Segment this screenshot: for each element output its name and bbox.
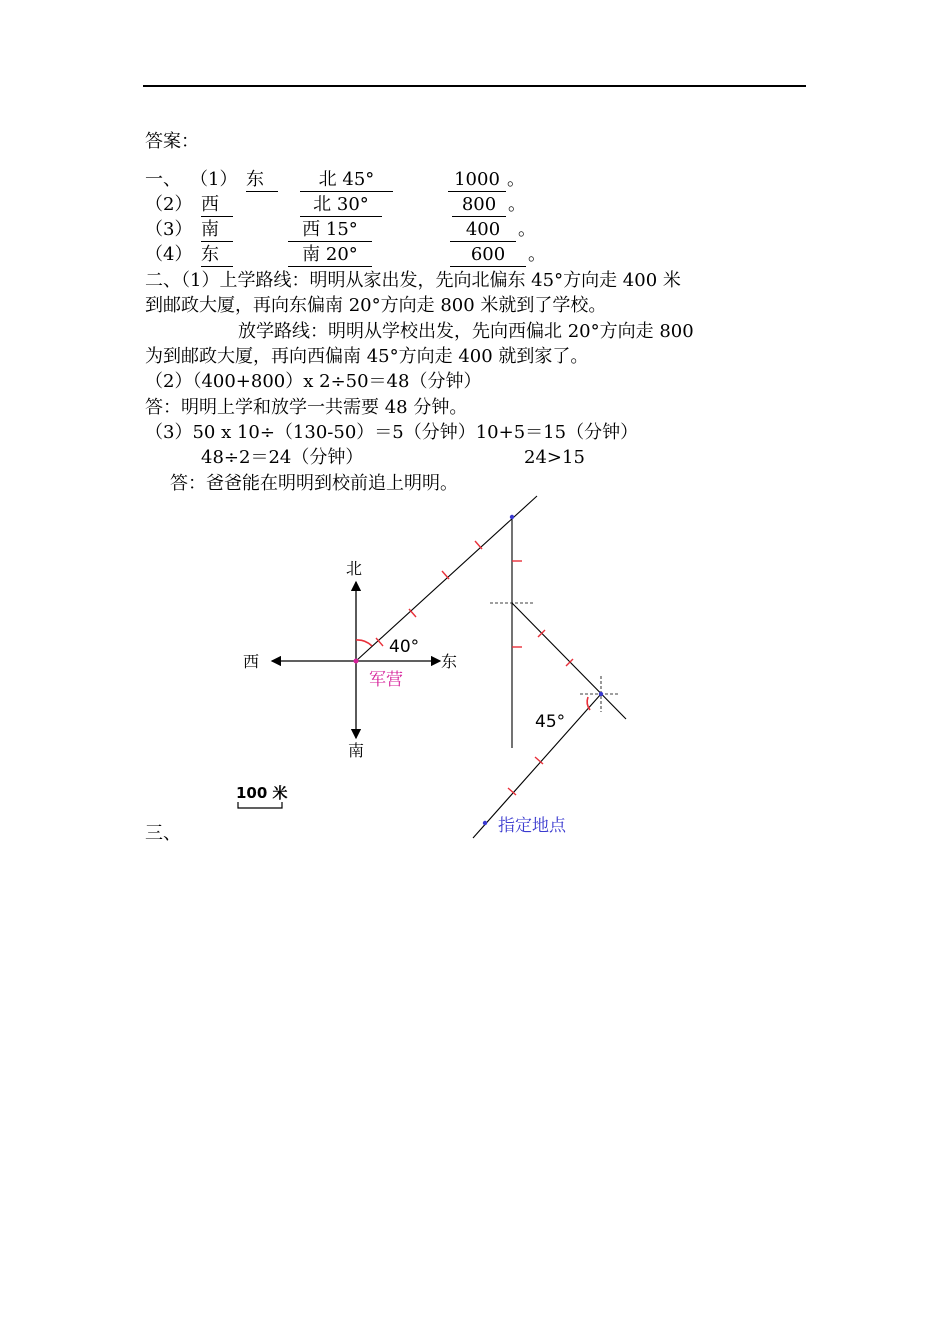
s2-line3: 放学路线：明明从学校出发，先向西偏北 20°方向走 800 (238, 321, 694, 342)
s2-line4: 为到邮政大厦，再向西偏南 45°方向走 400 就到家了。 (145, 346, 589, 367)
angle-arc-40 (356, 640, 372, 646)
s1-row3-end: 。 (518, 219, 536, 240)
origin-point (354, 659, 359, 664)
compass-west-label: 西 (243, 652, 260, 671)
scale-bar (238, 802, 282, 808)
answer-title: 答案： (145, 131, 199, 152)
ticks-line-1 (376, 541, 482, 646)
route-line-2 (512, 603, 626, 719)
s1-row2-end: 。 (508, 194, 526, 215)
s1-row3-dir: 南 (201, 219, 233, 242)
compass-north-label: 北 (346, 559, 363, 578)
s2-line9: 答：爸爸能在明明到校前追上明明。 (170, 473, 458, 494)
target-label: 指定地点 (498, 816, 566, 836)
s1-row4-end: 。 (528, 244, 546, 265)
s1-row4-dist: 600 (450, 244, 526, 267)
s1-row2-num: （2） (145, 194, 193, 215)
s1-row4-num: （4） (145, 244, 193, 265)
route-line-1 (356, 496, 537, 661)
target-point (483, 821, 487, 825)
s2-line5: （2）（400+800）x 2÷50＝48（分钟） (145, 371, 482, 392)
junction-point (599, 692, 603, 696)
s1-row1-num: （1） (190, 169, 238, 190)
s1-row3-num: （3） (145, 219, 193, 240)
s1-row1-dist: 1000 (448, 169, 506, 192)
top-point (510, 515, 514, 519)
s1-row4-dir: 东 (201, 244, 233, 267)
section3-label: 三、 (145, 823, 181, 844)
compass-east-label: 东 (441, 652, 458, 671)
angle-label-45: 45° (535, 712, 566, 732)
s1-row3-dist: 400 (450, 219, 516, 242)
s2-line8a: 48÷2＝24（分钟） (201, 447, 364, 468)
s1-row1-dir: 东 (246, 169, 278, 192)
s1-row3-angle: 西 15° (288, 219, 372, 242)
s2-line2: 到邮政大厦，再向东偏南 20°方向走 800 米就到了学校。 (145, 295, 607, 316)
scale-label: 100 米 (236, 784, 288, 802)
angle-arc-45 (587, 697, 590, 710)
s2-line6: 答：明明上学和放学一共需要 48 分钟。 (145, 397, 468, 418)
s2-line7: （3）50 x 10÷（130-50）＝5（分钟）10+5＝15（分钟） (145, 422, 639, 443)
compass-south-label: 南 (348, 741, 365, 760)
s2-line1: 二、（1）上学路线：明明从家出发，先向北偏东 45°方向走 400 米 (145, 270, 681, 291)
section1-label: 一、 (145, 169, 181, 190)
s1-row2-dist: 800 (452, 194, 506, 217)
ticks-line-3 (508, 757, 543, 795)
s1-row1-angle: 北 45° (300, 169, 393, 192)
s1-row2-dir: 西 (201, 194, 233, 217)
s1-row2-angle: 北 30° (300, 194, 382, 217)
s1-row1-end: 。 (507, 169, 525, 190)
angle-label-40: 40° (389, 637, 420, 657)
s1-row4-angle: 南 20° (288, 244, 372, 267)
s2-line8b: 24>15 (524, 447, 585, 468)
origin-label: 军营 (369, 670, 403, 690)
